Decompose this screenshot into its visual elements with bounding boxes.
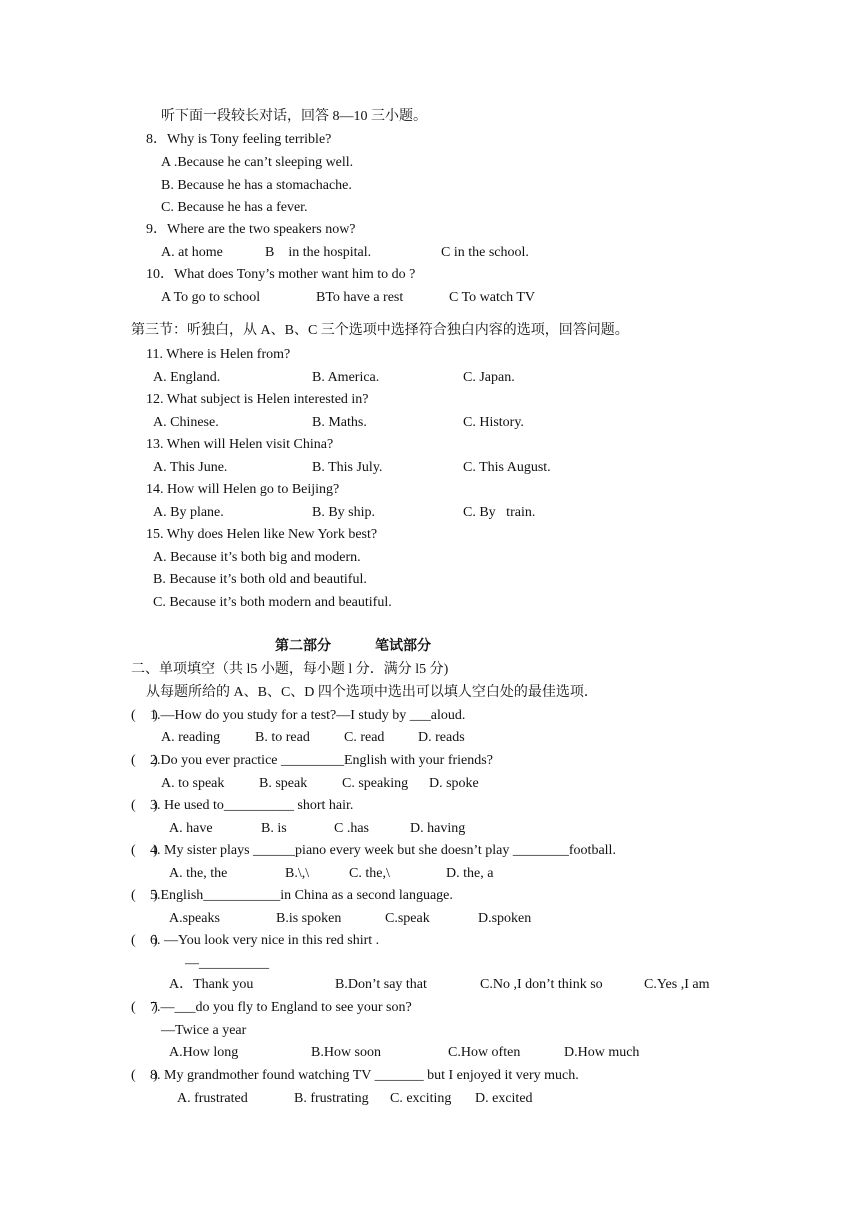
- option: B.How soon: [311, 1045, 382, 1060]
- option: C. By train.: [463, 505, 536, 520]
- option: D.spoken: [478, 911, 532, 926]
- option: C .has: [334, 821, 369, 836]
- option: C.No ,I don’t think so: [480, 977, 603, 992]
- answer-blank: ( ): [131, 843, 158, 858]
- option: A. have: [169, 821, 213, 836]
- option: C. speaking: [342, 776, 409, 791]
- option: B in the hospital.: [265, 245, 372, 260]
- option: B.\,\: [285, 866, 310, 881]
- option: C.How often: [448, 1045, 521, 1060]
- question-stem: 9．Where are the two speakers now?: [146, 222, 356, 237]
- question-stem: 12. What subject is Helen interested in?: [146, 392, 369, 407]
- option: B.Don’t say that: [335, 977, 427, 992]
- option: D. the, a: [446, 866, 494, 881]
- answer-blank: ( ): [131, 933, 158, 948]
- part-title: 第二部分: [275, 639, 331, 654]
- question-stem: 4. My sister plays ______piano every week but she doesn’t play ________football.: [150, 843, 616, 858]
- question-stem: 13. When will Helen visit China?: [146, 437, 334, 452]
- option: C. exciting: [390, 1091, 452, 1106]
- option: D. reads: [418, 730, 465, 745]
- option: B. is: [261, 821, 287, 836]
- option: B.is spoken: [276, 911, 342, 926]
- option: B. Because it’s both old and beautiful.: [153, 572, 367, 587]
- option: B. America.: [312, 370, 380, 385]
- answer-blank: ( ): [131, 798, 158, 813]
- section-instruction: 从每题所给的 A、B、C、D 四个选项中选出可以填人空白处的最佳选项．: [146, 685, 598, 700]
- option: B. speak: [259, 776, 308, 791]
- option: B. Maths.: [312, 415, 367, 430]
- option: C.Yes ,I am: [644, 977, 710, 992]
- option: C. read: [344, 730, 385, 745]
- option: B. This July.: [312, 460, 383, 475]
- section-intro: 听下面一段较长对话，回答 8—10 三小题。: [161, 109, 427, 124]
- question-stem: 10．What does Tony’s mother want him to do ?: [146, 267, 416, 282]
- part-subtitle: 笔试部分: [375, 639, 431, 654]
- question-stem: 2.Do you ever practice _________English with your friends?: [150, 753, 493, 768]
- option: C. Japan.: [463, 370, 515, 385]
- option: A.speaks: [169, 911, 220, 926]
- option: C. Because he has a fever.: [161, 200, 308, 215]
- option: A. the, the: [169, 866, 228, 881]
- option: A. This June.: [153, 460, 228, 475]
- option: A. Chinese.: [153, 415, 219, 430]
- option: BTo have a rest: [316, 290, 404, 305]
- option: C. Because it’s both modern and beautiful.: [153, 595, 392, 610]
- answer-blank: ( ): [131, 708, 158, 723]
- option: C. History.: [463, 415, 524, 430]
- question-stem: 15. Why does Helen like New York best?: [146, 527, 378, 542]
- question-stem: 6. —You look very nice in this red shirt .: [150, 933, 380, 948]
- option: A. reading: [161, 730, 221, 745]
- answer-blank: ( ): [131, 888, 158, 903]
- option: A To go to school: [161, 290, 261, 305]
- option: D. spoke: [429, 776, 479, 791]
- section-heading: 二、单项填空（共 l5 小题，每小题 l 分．满分 l5 分): [131, 662, 449, 677]
- option: A. to speak: [161, 776, 225, 791]
- question-stem: 14. How will Helen go to Beijing?: [146, 482, 340, 497]
- option: A. at home: [161, 245, 223, 260]
- answer-blank: ( ): [131, 1000, 158, 1015]
- option: C.speak: [385, 911, 430, 926]
- answer-blank: ( ): [131, 753, 158, 768]
- option: A. frustrated: [177, 1091, 248, 1106]
- question-stem: 1.—How do you study for a test?—I study by ___aloud.: [150, 708, 466, 723]
- option: B. to read: [255, 730, 310, 745]
- section-heading: 第三节：听独白，从 A、B、C 三个选项中选择符合独白内容的选项，回答问题。: [131, 323, 629, 338]
- option: C To watch TV: [449, 290, 535, 305]
- option: C. the,\: [349, 866, 390, 881]
- option: A. England.: [153, 370, 221, 385]
- question-stem: 3. He used to__________ short hair.: [150, 798, 354, 813]
- option: C in the school.: [441, 245, 529, 260]
- option: A．Thank you: [169, 977, 254, 992]
- option: A .Because he can’t sleeping well.: [161, 155, 354, 170]
- question-stem: 8. My grandmother found watching TV _______ but I enjoyed it very much.: [150, 1068, 579, 1083]
- option: B. Because he has a stomachache.: [161, 178, 352, 193]
- reply-line: —__________: [185, 956, 269, 971]
- option: A.How long: [169, 1045, 239, 1060]
- question-stem: 11. Where is Helen from?: [146, 347, 291, 362]
- option: B. frustrating: [294, 1091, 369, 1106]
- option: A. By plane.: [153, 505, 224, 520]
- option: D. having: [410, 821, 466, 836]
- question-stem: 5.English___________in China as a second language.: [150, 888, 453, 903]
- option: A. Because it’s both big and modern.: [153, 550, 361, 565]
- answer-blank: ( ): [131, 1068, 158, 1083]
- question-stem: 7.—___do you fly to England to see your son?: [150, 1000, 412, 1015]
- option: B. By ship.: [312, 505, 376, 520]
- question-stem: 8．Why is Tony feeling terrible?: [146, 132, 332, 147]
- option: C. This August.: [463, 460, 551, 475]
- reply-line: —Twice a year: [161, 1023, 247, 1038]
- option: D. excited: [475, 1091, 533, 1106]
- option: D.How much: [564, 1045, 640, 1060]
